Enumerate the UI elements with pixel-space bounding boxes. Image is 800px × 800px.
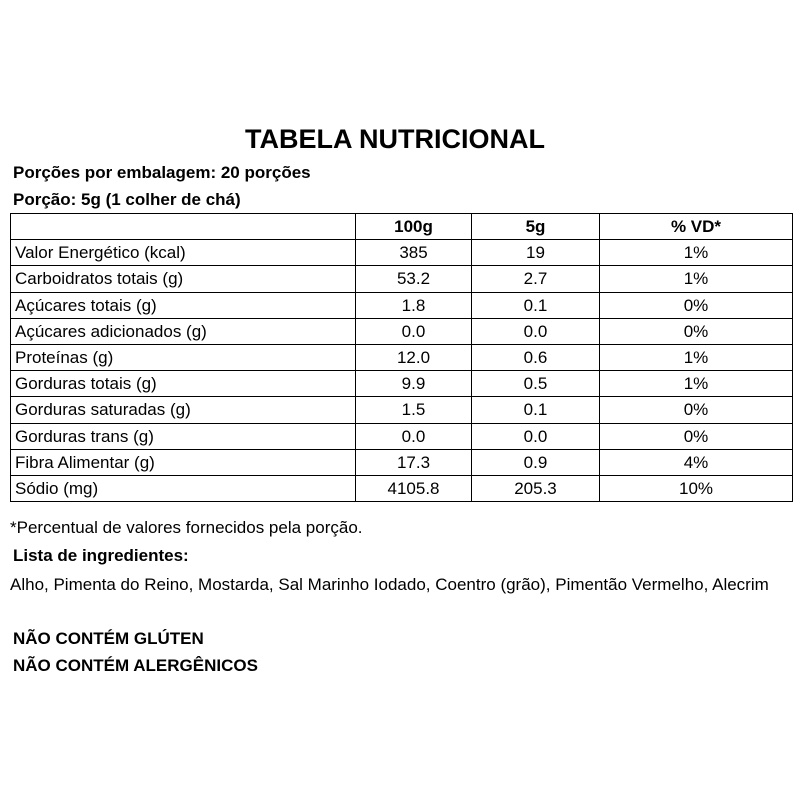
daily-value: 0% [600,397,793,423]
nutrient-label: Fibra Alimentar (g) [11,449,356,475]
serving-size: Porção: 5g (1 colher de chá) [13,190,241,209]
daily-value: 0% [600,423,793,449]
nutrient-label: Sódio (mg) [11,475,356,501]
table-row [11,475,793,501]
header-daily-value: % VD* [600,214,793,240]
label-title: TABELA NUTRICIONAL [245,124,545,154]
nutrient-label: Carboidratos totais (g) [11,266,356,292]
daily-value: 0% [600,318,793,344]
table-row [11,423,793,449]
value-per-5g: 19 [472,240,600,266]
ingredients-list: Alho, Pimenta do Reino, Mostarda, Sal Marinho Iodado, Coentro (grão), Pimentão Vermelho, Alecrim [10,575,769,594]
header-nutrient [11,214,356,240]
table-row [11,344,793,370]
servings-per-package: Porções por embalagem: 20 porções [13,163,311,182]
value-per-100g: 1.8 [356,292,472,318]
nutrient-label: Açúcares adicionados (g) [11,318,356,344]
gluten-statement: NÃO CONTÉM GLÚTEN [13,629,204,648]
header-per-5g: 5g [472,214,600,240]
nutrition-table [10,213,793,502]
nutrient-label: Açúcares totais (g) [11,292,356,318]
daily-value: 1% [600,344,793,370]
value-per-5g: 0.0 [472,423,600,449]
value-per-100g: 4105.8 [356,475,472,501]
value-per-5g: 205.3 [472,475,600,501]
value-per-100g: 0.0 [356,318,472,344]
header-per-100g: 100g [356,214,472,240]
value-per-100g: 53.2 [356,266,472,292]
value-per-5g: 0.1 [472,292,600,318]
nutrient-label: Gorduras trans (g) [11,423,356,449]
daily-value: 1% [600,240,793,266]
nutrient-label: Gorduras totais (g) [11,371,356,397]
value-per-100g: 12.0 [356,344,472,370]
nutrient-label: Gorduras saturadas (g) [11,397,356,423]
value-per-5g: 2.7 [472,266,600,292]
ingredients-title: Lista de ingredientes: [13,546,189,565]
table-row [11,371,793,397]
value-per-5g: 0.0 [472,318,600,344]
table-row [11,292,793,318]
value-per-100g: 9.9 [356,371,472,397]
daily-value: 1% [600,371,793,397]
footnote: *Percentual de valores fornecidos pela porção. [10,518,363,537]
value-per-5g: 0.9 [472,449,600,475]
table-row [11,397,793,423]
daily-value: 10% [600,475,793,501]
value-per-100g: 1.5 [356,397,472,423]
table-header-row [11,214,793,240]
value-per-100g: 0.0 [356,423,472,449]
value-per-5g: 0.1 [472,397,600,423]
daily-value: 4% [600,449,793,475]
daily-value: 0% [600,292,793,318]
allergen-statement: NÃO CONTÉM ALERGÊNICOS [13,656,258,675]
table-row [11,318,793,344]
daily-value: 1% [600,266,793,292]
table-row [11,240,793,266]
nutrient-label: Valor Energético (kcal) [11,240,356,266]
value-per-5g: 0.5 [472,371,600,397]
table-row [11,266,793,292]
table-row [11,449,793,475]
value-per-100g: 17.3 [356,449,472,475]
value-per-100g: 385 [356,240,472,266]
nutrient-label: Proteínas (g) [11,344,356,370]
value-per-5g: 0.6 [472,344,600,370]
